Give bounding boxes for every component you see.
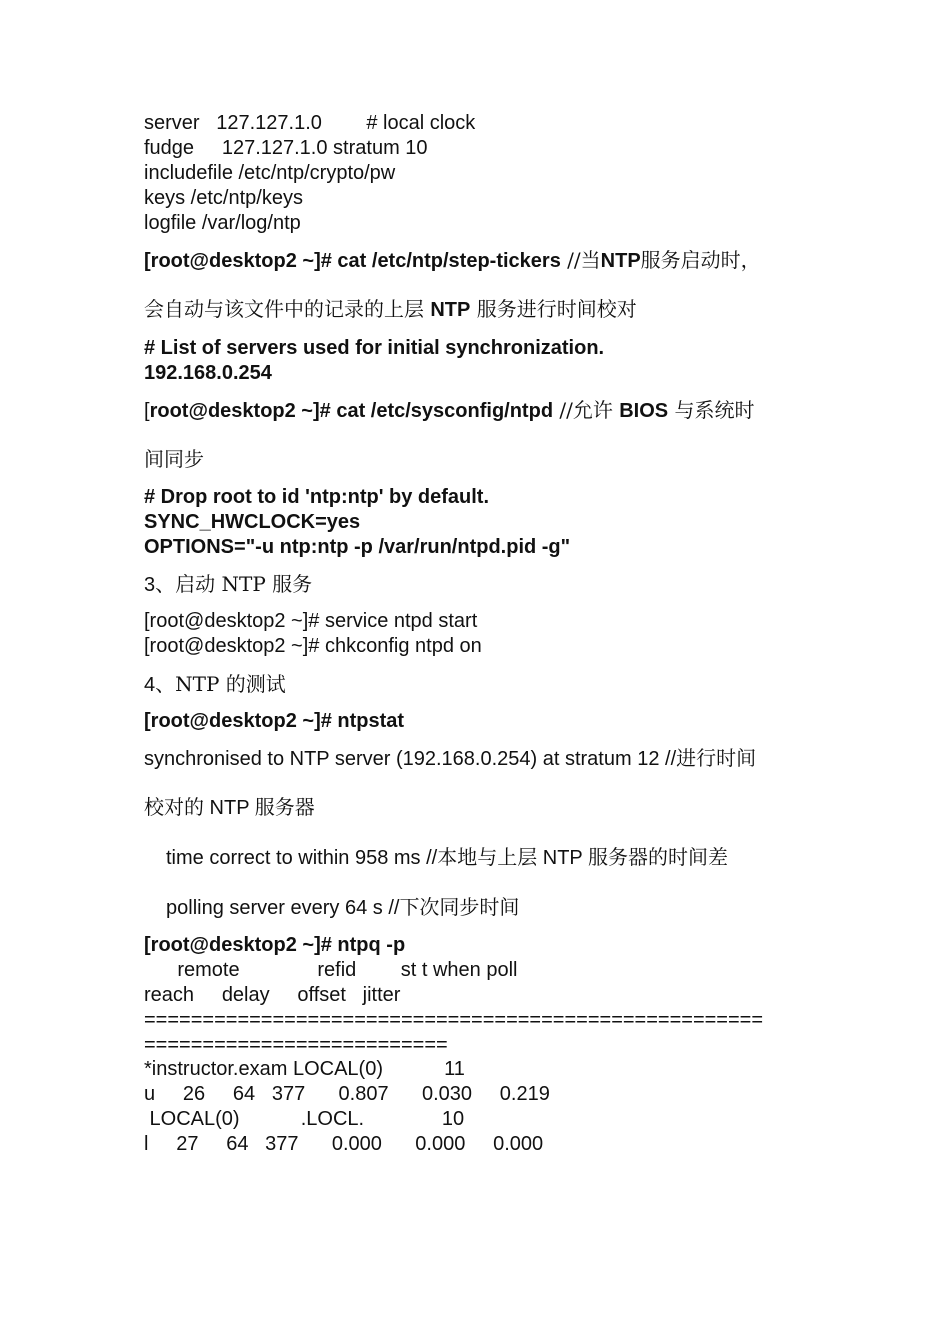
ntpq-row1-line1: *instructor.exam LOCAL(0) 11 (144, 1058, 465, 1080)
sysconfig-command-line: [root@desktop2 ~]# cat /etc/sysconfig/ntpd //允许 BIOS 与系统时 (144, 398, 755, 422)
conf-line-logfile: logfile /var/log/ntp (144, 212, 301, 234)
sysconfig-comment-continued: 间同步 (144, 447, 204, 471)
ntpstat-output-line1: synchronised to NTP server (192.168.0.254) at stratum 12 //进行时间 (144, 746, 757, 770)
sysconfig-output-hwclock: SYNC_HWCLOCK=yes (144, 511, 361, 533)
conf-line-fudge: fudge 127.127.1.0 stratum 10 (144, 137, 428, 159)
chkconfig-command: [root@desktop2 ~]# chkconfig ntpd on (144, 635, 482, 657)
ntpq-separator-line2: ========================== (144, 1034, 448, 1056)
step-tickers-comment-a: //当 (560, 248, 601, 272)
ntpstat-output-time-correct: time correct to within 958 ms //本地与上层 NTP 服务器的时间差 (166, 845, 728, 869)
conf-line-includefile: includefile /etc/ntp/crypto/pw (144, 162, 396, 184)
ntpq-row1-line2: u 26 64 377 0.807 0.030 0.219 (144, 1083, 550, 1105)
sysconfig-output-options: OPTIONS="-u ntp:ntp -p /var/run/ntpd.pid -g" (144, 536, 571, 558)
ntpstat-command: [root@desktop2 ~]# ntpstat (144, 710, 405, 732)
ntpstat-output-polling: polling server every 64 s //下次同步时间 (166, 895, 520, 919)
sysconfig-output-comment: # Drop root to id 'ntp:ntp' by default. (144, 486, 490, 508)
ntpq-separator-line1: ===================================================== (144, 1009, 764, 1031)
step-tickers-output-ip: 192.168.0.254 (144, 362, 272, 384)
conf-line-server: server 127.127.1.0 # local clock (144, 112, 476, 134)
step-tickers-comment-continued: 会自动与该文件中的记录的上层 NTP 服务进行时间校对 (144, 297, 637, 321)
conf-line-keys: keys /etc/ntp/keys (144, 187, 303, 209)
step-tickers-command: [root@desktop2 ~]# cat /etc/ntp/step-tickers (144, 250, 561, 272)
ntpq-row2-line1: LOCAL(0) .LOCL. 10 (144, 1108, 465, 1130)
step-tickers-command-line (144, 248, 761, 274)
ntpstat-output-line1-continued: 校对的 NTP 服务器 (144, 795, 315, 819)
step-tickers-comment-ntp: NTP (600, 250, 641, 272)
ntpq-command: [root@desktop2 ~]# ntpq -p (144, 934, 406, 956)
sysconfig-command: root@desktop2 ~]# cat /etc/sysconfig/ntpd (149, 400, 554, 422)
step-tickers-output-comment: # List of servers used for initial synchronization. (144, 337, 605, 359)
step4-heading: 4、NTP 的测试 (144, 672, 286, 696)
ntpq-header-line2: reach delay offset jitter (144, 984, 401, 1006)
ntpq-header-line1: remote refid st t when poll (144, 959, 518, 981)
ntpq-row2-line2: l 27 64 377 0.000 0.000 0.000 (144, 1133, 544, 1155)
step3-heading: 3、启动 NTP 服务 (144, 572, 313, 596)
service-start-command: [root@desktop2 ~]# service ntpd start (144, 610, 478, 632)
step-tickers-comment-b: 服务启动时， (640, 248, 761, 272)
